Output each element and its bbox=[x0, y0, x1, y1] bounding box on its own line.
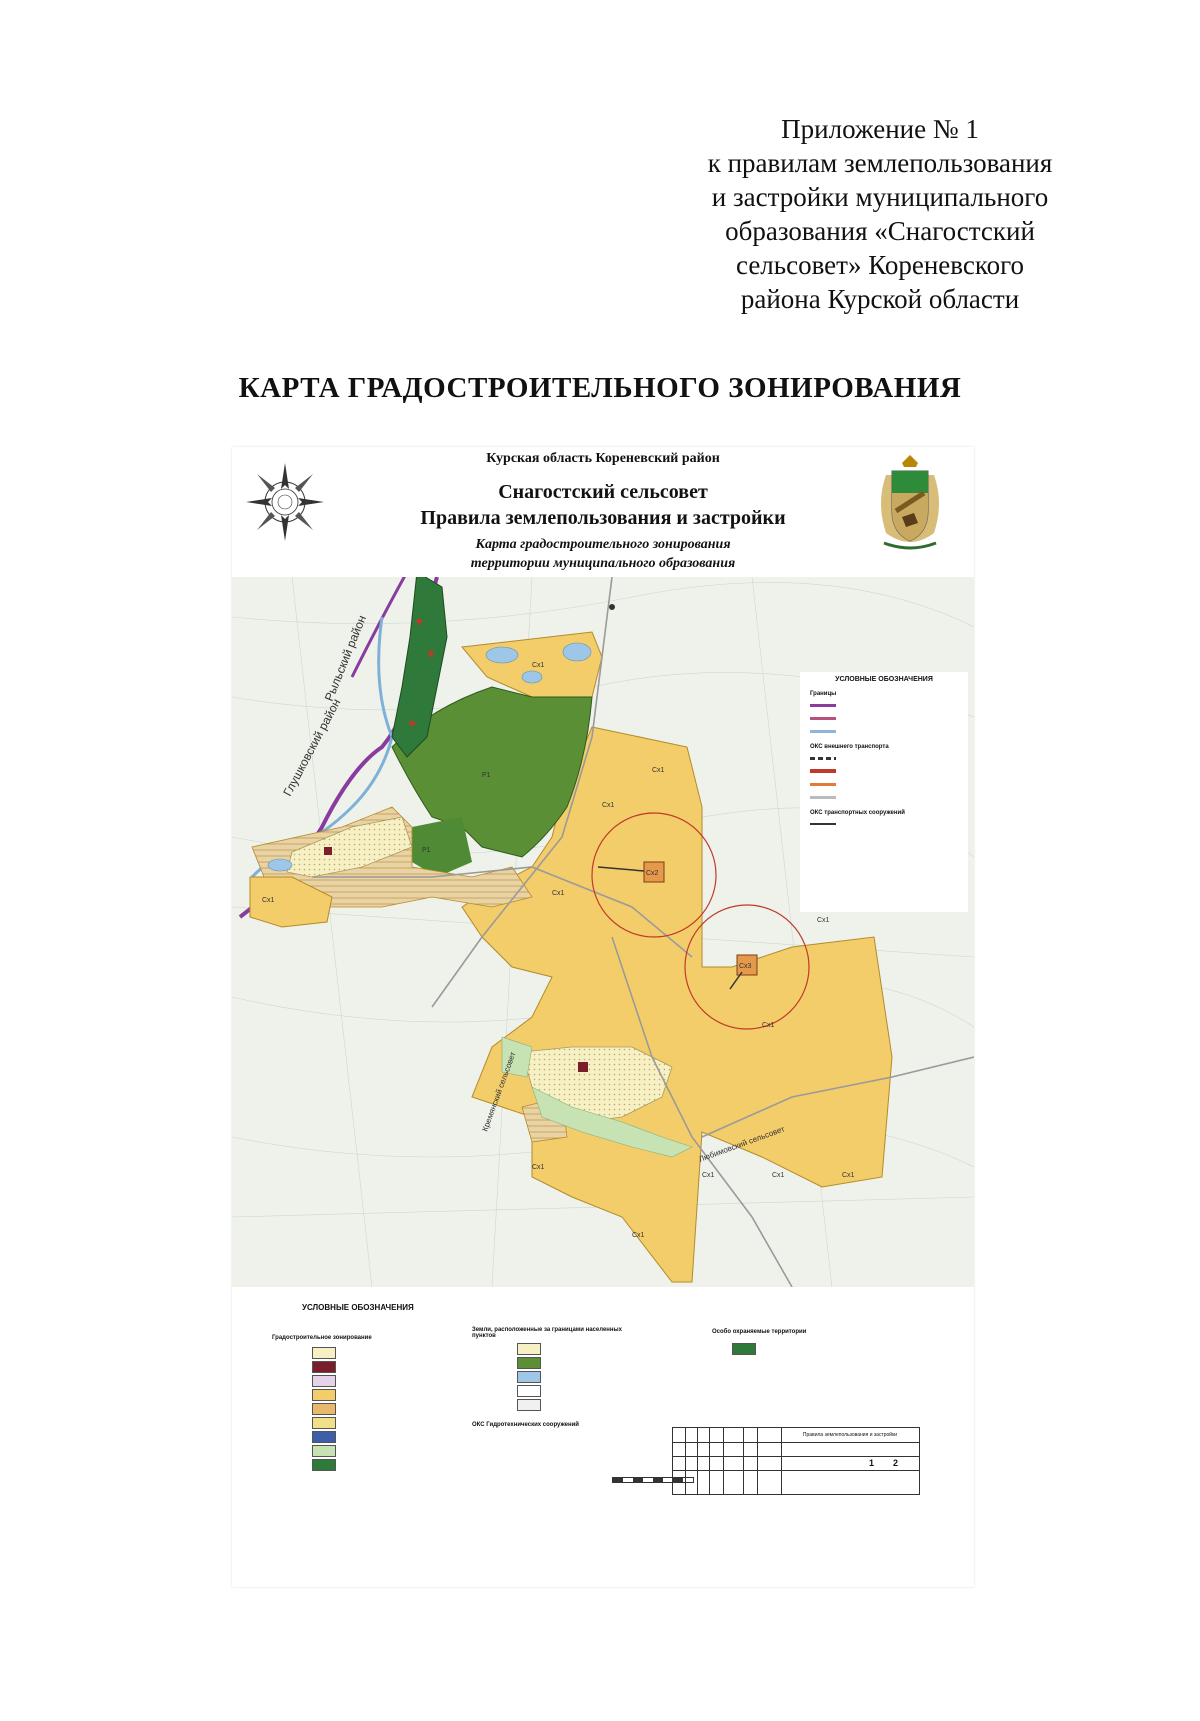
legend-col2-caption: Земли, расположенные за границами населенных пунктов bbox=[472, 1327, 622, 1339]
legend-swatch-forest bbox=[312, 1459, 336, 1471]
svg-text:✚: ✚ bbox=[415, 617, 424, 628]
compass-rose-icon bbox=[244, 461, 326, 543]
map-header-rules: Правила землепользования и застройки bbox=[420, 507, 786, 529]
title-block-stamp bbox=[672, 1427, 920, 1495]
legend-section-structures: ОКС транспортных сооружений bbox=[810, 810, 905, 816]
legend-col1-caption: Градостроительное зонирование bbox=[272, 1335, 372, 1341]
legend-col3-caption: Особо охраняемые территории bbox=[712, 1329, 807, 1335]
svg-text:✚: ✚ bbox=[427, 649, 436, 660]
appendix-line-3: и застройки муниципального bbox=[711, 182, 1049, 212]
zoning-map-sheet bbox=[232, 447, 974, 1587]
legend-swatch-production bbox=[312, 1375, 336, 1387]
legend-row-settlement-border bbox=[810, 726, 968, 736]
legend-col2-sub: ОКС Гидротехнических сооружений bbox=[472, 1422, 579, 1428]
label-kremyansk-council: Кремянский сельсовет bbox=[480, 1050, 518, 1133]
legend-row-council-border bbox=[810, 713, 968, 723]
coat-of-arms-icon bbox=[872, 453, 948, 553]
legend-swatch-other bbox=[517, 1399, 541, 1411]
legend-row-district-border bbox=[810, 700, 968, 710]
label-cx1-center: Сх1 bbox=[602, 802, 615, 809]
label-cx1-east: Сх1 bbox=[817, 917, 830, 924]
label-cx1-ne: Сх1 bbox=[652, 767, 665, 774]
label-cx1-mid: Сх1 bbox=[552, 890, 565, 897]
svg-text:✚: ✚ bbox=[408, 719, 417, 730]
label-cx1-s4: Сх1 bbox=[842, 1172, 855, 1179]
appendix-line-2: к правилам землепользования bbox=[707, 148, 1053, 178]
label-cx3: Сх3 bbox=[739, 963, 752, 970]
stamp-sheet-number: 1 bbox=[869, 1458, 875, 1468]
label-cx1-sw: Сх1 bbox=[532, 1164, 545, 1171]
legend-swatch-monument bbox=[732, 1343, 756, 1355]
label-cx1-s3: Сх1 bbox=[772, 1172, 785, 1179]
appendix-line-1: Приложение № 1 bbox=[781, 114, 979, 144]
zone-public-center bbox=[578, 1062, 588, 1072]
legend-swatch-water bbox=[312, 1431, 336, 1443]
legend-section-transport: ОКС внешнего транспорта bbox=[810, 744, 889, 750]
legend-row-railway bbox=[810, 753, 968, 763]
legend-swatch-public bbox=[312, 1361, 336, 1373]
legend-swatch-agri-special bbox=[312, 1403, 336, 1415]
label-lyubimovsky-council: Любимовский сельсовет bbox=[697, 1124, 786, 1164]
map-header-council: Снагостский сельсовет bbox=[498, 481, 708, 503]
legend-bottom-panel bbox=[232, 1287, 974, 1587]
label-cx1-s2: Сх1 bbox=[702, 1172, 715, 1179]
legend-row-regional-road bbox=[810, 766, 968, 776]
label-cx1-se: Сх1 bbox=[762, 1022, 775, 1029]
label-cx2: Сх2 bbox=[646, 870, 659, 877]
label-cx1-north: Сх1 bbox=[532, 662, 545, 669]
stamp-sheet-total: 2 bbox=[893, 1458, 899, 1468]
label-cx1-west: Сх1 bbox=[262, 897, 275, 904]
appendix-line-6: района Курской области bbox=[740, 284, 1020, 314]
legend-swatch-agri-land bbox=[517, 1343, 541, 1355]
page-title: КАРТА ГРАДОСТРОИТЕЛЬНОГО ЗОНИРОВАНИЯ bbox=[238, 372, 962, 404]
map-header-subtitle-2: территории муниципального образования bbox=[470, 556, 736, 571]
appendix-line-4: образования «Снагостский bbox=[725, 216, 1035, 246]
zone-public-center-west bbox=[324, 847, 332, 855]
label-cx1-south: Сх1 bbox=[632, 1232, 645, 1239]
legend-row-bridge bbox=[810, 819, 968, 829]
legend-swatch-water-fund bbox=[517, 1371, 541, 1383]
legend-swatch-agricultural bbox=[312, 1389, 336, 1401]
legend-swatch-residential bbox=[312, 1347, 336, 1359]
legend-row-minor-road bbox=[810, 792, 968, 802]
legend-swatch-roads bbox=[517, 1385, 541, 1397]
map-header-region: Курская область Кореневский район bbox=[486, 451, 720, 466]
appendix-line-5: сельсовет» Кореневского bbox=[736, 250, 1024, 280]
legend-swatch-agri-use bbox=[312, 1417, 336, 1429]
road-marker-north bbox=[609, 604, 615, 610]
label-r1: Р1 bbox=[482, 772, 491, 779]
legend-right-title: УСЛОВНЫЕ ОБОЗНАЧЕНИЯ bbox=[835, 676, 933, 683]
legend-swatch-forest-fund bbox=[517, 1357, 541, 1369]
legend-bottom-title: УСЛОВНЫЕ ОБОЗНАЧЕНИЯ bbox=[302, 1303, 414, 1312]
legend-section-borders: Границы bbox=[810, 691, 837, 697]
legend-row-local-road bbox=[810, 779, 968, 789]
label-rylsk-district: Рыльский район bbox=[321, 613, 369, 704]
legend-swatch-recreation bbox=[312, 1445, 336, 1457]
label-glushkovo-district: Глушковский район bbox=[280, 696, 344, 799]
label-r1-small: Р1 bbox=[422, 847, 431, 854]
map-header-subtitle-1: Карта градостроительного зонирования bbox=[475, 537, 731, 552]
legend-right-panel bbox=[800, 672, 968, 912]
stamp-title: Правила землепользования и застройки bbox=[802, 1432, 898, 1438]
appendix-note bbox=[640, 112, 1120, 316]
